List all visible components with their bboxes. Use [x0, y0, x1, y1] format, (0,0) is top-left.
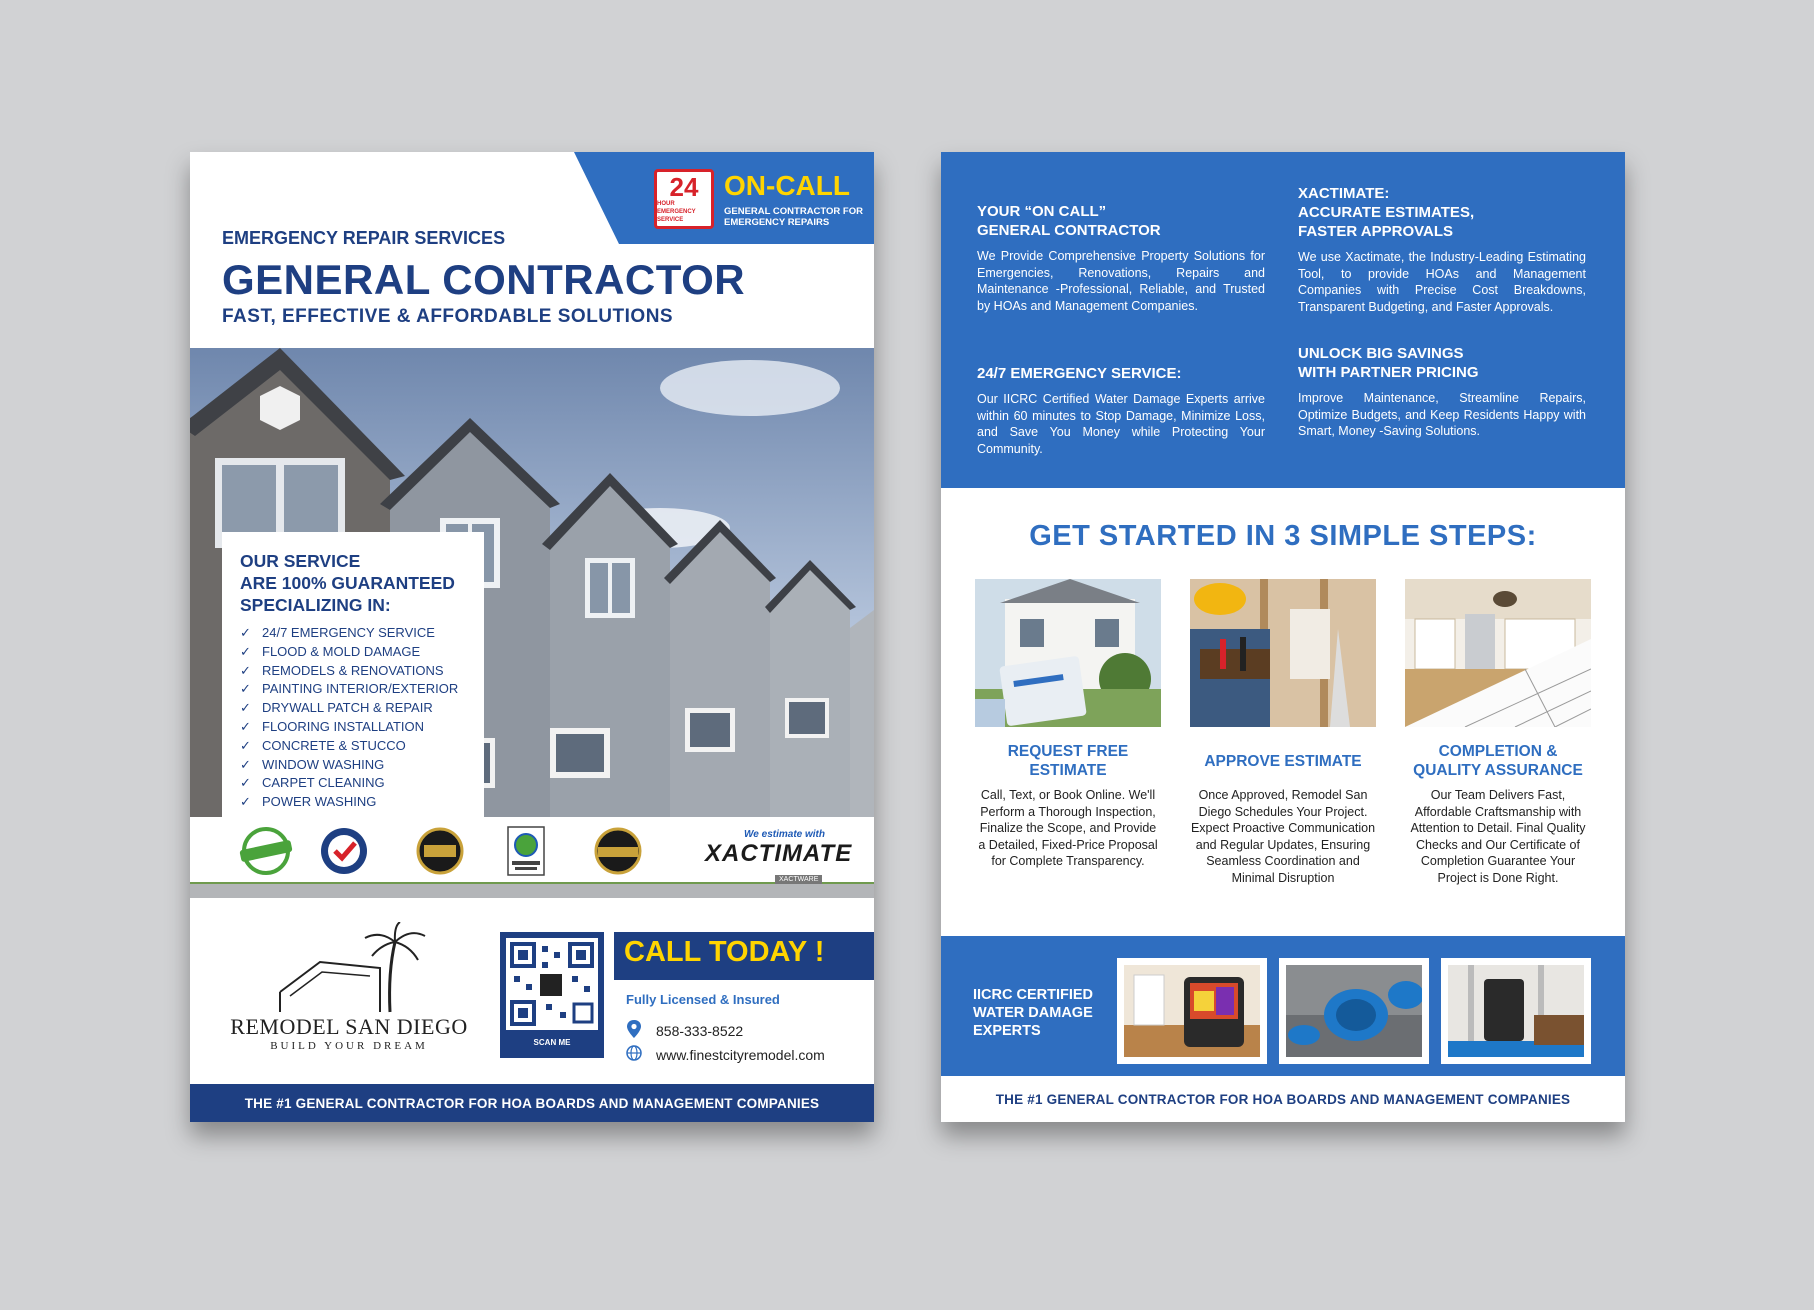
insurance-claims-badge-icon — [410, 825, 470, 877]
step-heading — [975, 741, 1161, 781]
benefit-heading: UNLOCK BIG SAVINGS — [1298, 345, 1464, 362]
service-heading-3: SPECIALIZING IN: — [240, 595, 391, 615]
step-heading-line: REQUEST FREE — [1007, 743, 1129, 760]
step-approve-estimate — [1190, 579, 1376, 886]
benefit-body: We use Xactimate, the Industry-Leading Estimating Tool, to provide HOAs and Management Companies with Precise Cost Breakdowns, Transparent Budgeting, and Faster Approvals. — [1298, 250, 1586, 314]
oncall-title: ON-CALL — [724, 170, 850, 201]
benefit-heading: GENERAL CONTRACTOR — [977, 222, 1161, 239]
iicrc-heading-line: IICRC CERTIFIED — [973, 987, 1094, 1003]
service-item-label: FLOORING INSTALLATION — [262, 718, 425, 734]
check-icon: ✓ — [240, 775, 251, 791]
preferred-vendor-badge-icon — [314, 825, 374, 877]
check-icon: ✓ — [240, 718, 251, 734]
badge-number: 24 — [669, 172, 699, 202]
globe-icon — [626, 1045, 656, 1064]
inspection-photo — [975, 579, 1161, 727]
service-item — [240, 737, 466, 756]
xactimate-name: XACTIMATE — [705, 840, 853, 867]
benefit-heading: ACCURATE ESTIMATES, — [1298, 204, 1475, 221]
service-item — [240, 643, 466, 662]
emergency-24-hour-badge — [654, 169, 714, 229]
air-mover-photo — [1279, 958, 1429, 1064]
front-footer: THE #1 GENERAL CONTRACTOR FOR HOA BOARDS AND MANAGEMENT COMPANIES — [190, 1084, 874, 1122]
qr-code-card[interactable] — [500, 932, 604, 1058]
service-item-label: CARPET CLEANING — [262, 775, 385, 791]
badge-text: HOUR EMERGENCY SERVICE — [657, 201, 696, 223]
service-heading-1: OUR SERVICE — [240, 551, 361, 571]
service-item-label: PAINTING INTERIOR/EXTERIOR — [262, 681, 459, 697]
service-item-label: WINDOW WASHING — [262, 756, 385, 772]
benefit-emergency — [977, 364, 1265, 457]
step-heading-line: COMPLETION & — [1438, 743, 1558, 760]
check-icon: ✓ — [240, 681, 251, 697]
thermal-camera-photo — [1117, 958, 1267, 1064]
service-item-label: FLOOD & MOLD DAMAGE — [262, 643, 421, 659]
step-heading — [1190, 741, 1376, 781]
benefit-body: Our IICRC Certified Water Damage Experts arrive within 60 minutes to Stop Damage, Minimize Loss, and Save You Money while Protecting Your Community. — [977, 392, 1265, 456]
step-request-estimate — [975, 579, 1161, 870]
service-box — [222, 532, 484, 817]
contact-section — [190, 912, 874, 1078]
service-heading-2: ARE 100% GUARANTEED — [240, 573, 455, 593]
benefit-oncall — [977, 202, 1265, 314]
service-item-label: 24/7 EMERGENCY SERVICE — [262, 625, 435, 640]
check-icon: ✓ — [240, 737, 251, 753]
benefit-heading: YOUR “ON CALL” — [977, 203, 1107, 220]
website-link[interactable]: www.finestcityremodel.com — [656, 1046, 825, 1063]
service-item-label: DRYWALL PATCH & REPAIR — [262, 700, 433, 716]
step-heading-line: QUALITY ASSURANCE — [1413, 762, 1583, 779]
service-item — [240, 774, 466, 793]
phone-row[interactable] — [626, 1020, 743, 1041]
service-item — [240, 756, 466, 775]
service-item-label: REMODELS & RENOVATIONS — [262, 662, 444, 678]
front-flyer — [190, 152, 874, 1122]
service-item — [240, 680, 466, 699]
step-heading — [1405, 741, 1591, 781]
step-body: Once Approved, Remodel San Diego Schedules Your Project. Expect Proactive Communication and Regular Updates, Ensuring Seamless Coordination and Minimal Disruption — [1190, 788, 1376, 885]
service-item — [240, 718, 466, 737]
brand-name: REMODEL SAN DIEGO — [230, 1014, 468, 1039]
benefits-section — [941, 152, 1625, 488]
benefit-body: Improve Maintenance, Streamline Repairs, Optimize Budgets, and Keep Residents Happy with Smart, Money -Saving Solutions. — [1298, 391, 1586, 438]
iicrc-section — [941, 936, 1625, 1076]
service-list — [240, 624, 466, 812]
xactware-label: XACTWARE — [775, 875, 822, 884]
warranty-badge-icon — [588, 825, 648, 877]
service-item-label: CONCRETE & STUCCO — [262, 737, 406, 753]
brand-slogan: BUILD YOUR DREAM — [270, 1040, 428, 1052]
benefit-heading: WITH PARTNER PRICING — [1298, 364, 1479, 381]
step-completion — [1405, 579, 1591, 886]
oncall-subtitle: GENERAL CONTRACTOR FOR EMERGENCY REPAIRS — [724, 206, 863, 228]
check-icon: ✓ — [240, 625, 251, 640]
check-icon: ✓ — [240, 643, 251, 659]
dehumidifier-photo — [1441, 958, 1591, 1064]
qr-label: SCAN ME — [533, 1038, 571, 1047]
benefit-heading: FASTER APPROVALS — [1298, 223, 1454, 240]
check-icon: ✓ — [240, 756, 251, 772]
iicrc-certified-badge-icon — [496, 825, 556, 877]
service-item — [240, 662, 466, 681]
service-item — [240, 624, 466, 643]
page-title: GENERAL CONTRACTOR — [222, 256, 746, 303]
contractor-photo — [1190, 579, 1376, 727]
check-icon: ✓ — [240, 794, 251, 810]
benefit-heading: XACTIMATE: — [1298, 185, 1390, 202]
service-item-label: POWER WASHING — [262, 794, 377, 810]
location-pin-icon — [626, 1020, 656, 1041]
benefit-heading: 24/7 EMERGENCY SERVICE: — [977, 365, 1182, 382]
benefit-xactimate — [1298, 184, 1586, 315]
xactimate-logo — [705, 829, 853, 883]
xactimate-tagline: We estimate with — [744, 829, 825, 840]
service-item — [240, 793, 466, 812]
kitchen-photo — [1405, 579, 1591, 727]
kicker: EMERGENCY REPAIR SERVICES — [222, 228, 506, 248]
tagline: FAST, EFFECTIVE & AFFORDABLE SOLUTIONS — [222, 306, 674, 327]
website-row[interactable] — [626, 1045, 825, 1064]
step-heading-line: ESTIMATE — [1029, 762, 1107, 779]
steps-title: GET STARTED IN 3 SIMPLE STEPS: — [1029, 520, 1537, 552]
step-body: Call, Text, or Book Online. We'll Perform a Thorough Inspection, Finalize the Scope, and Provide a Detailed, Fixed-Price Proposal for Complete Transparency. — [978, 788, 1158, 868]
back-flyer — [941, 152, 1625, 1122]
check-icon: ✓ — [240, 662, 251, 678]
benefit-body: We Provide Comprehensive Property Solutions for Emergencies, Renovations, Repairs and Maintenance -Professional, Reliable, and Trusted by HOAs and Management Companies. — [977, 249, 1265, 313]
step-heading-line: APPROVE ESTIMATE — [1204, 752, 1362, 770]
qr-code-icon — [506, 938, 598, 1030]
benefit-savings — [1298, 344, 1586, 440]
iicrc-heading-line: WATER DAMAGE — [973, 1005, 1093, 1021]
phone-number[interactable]: 858-333-8522 — [656, 1022, 744, 1039]
iicrc-heading-line: EXPERTS — [973, 1023, 1041, 1039]
step-body: Our Team Delivers Fast, Affordable Craftsmanship with Attention to Detail. Final Quality Checks and Our Certificate of Completion Guarantee Your Project is Done Right. — [1410, 788, 1586, 885]
licensed-label: Fully Licensed & Insured — [626, 992, 780, 1007]
call-today-heading: CALL TODAY ! — [624, 936, 825, 968]
hoa-approved-badge-icon — [236, 825, 296, 877]
iicrc-heading — [973, 986, 1093, 1040]
check-icon: ✓ — [240, 700, 251, 716]
certification-strip — [190, 817, 874, 882]
back-footer: THE #1 GENERAL CONTRACTOR FOR HOA BOARDS AND MANAGEMENT COMPANIES — [941, 1076, 1625, 1122]
service-item — [240, 699, 466, 718]
